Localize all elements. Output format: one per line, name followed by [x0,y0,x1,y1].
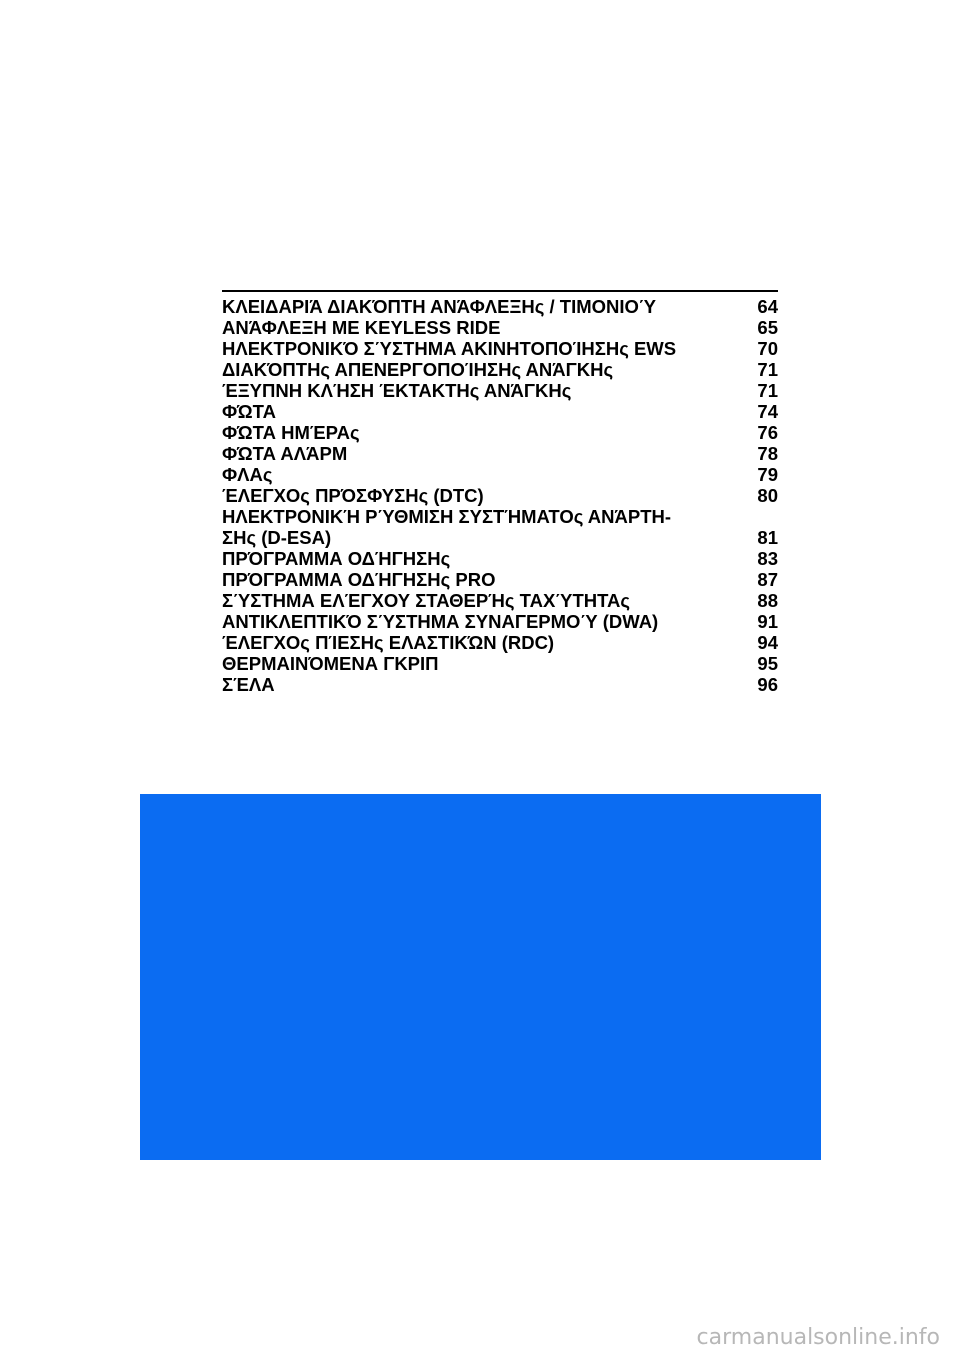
toc-title: ΠΡΌΓΡΑΜΜΑ ΟΔΉΓΗΣΗς PRO [222,569,496,590]
toc-page: 71 [757,359,778,380]
toc-page: 74 [757,401,778,422]
toc-row[interactable] [222,380,778,401]
toc-row[interactable] [222,485,778,506]
toc-title: ΠΡΌΓΡΑΜΜΑ ΟΔΉΓΗΣΗς [222,548,451,569]
toc-page: 83 [757,548,778,569]
toc-title: ΗΛΕΚΤΡΟΝΙΚΉ ΡΎΘΜΙΣΗ ΣΥΣΤΉΜΑΤΟς ΑΝΆΡΤΗ- [222,506,672,527]
toc-row[interactable] [222,632,778,653]
toc-title: ΦΛΑς [222,464,273,485]
toc-row[interactable] [222,422,778,443]
toc-page: 71 [757,380,778,401]
toc-page: 94 [757,632,778,653]
toc-row[interactable] [222,527,778,548]
toc-row[interactable] [222,506,778,527]
toc-title: ΈΛΕΓΧΟς ΠΡΌΣΦΥΣΗς (DTC) [222,485,484,506]
toc-title: ΦΏΤΑ ΗΜΈΡΑς [222,422,360,443]
table-of-contents [222,290,778,695]
toc-title: ΦΏΤΑ ΑΛΆΡΜ [222,443,348,464]
watermark: carmanualsonline.info [696,1325,940,1350]
blue-panel [140,794,821,1160]
toc-row[interactable] [222,443,778,464]
toc-title: ΣΗς (D-ESA) [222,527,332,548]
toc-page: 76 [757,422,778,443]
toc-page: 95 [757,653,778,674]
toc-title: ΦΏΤΑ [222,401,276,422]
toc-title: ΈΛΕΓΧΟς ΠΊΕΣΗς ΕΛΑΣΤΙΚΏΝ (RDC) [222,632,555,653]
toc-page: 96 [757,674,778,695]
toc-page: 79 [757,464,778,485]
toc-page: 65 [757,317,778,338]
toc-row[interactable] [222,317,778,338]
toc-title: ΔΙΑΚΌΠΤΗς ΑΠΕΝΕΡΓΟΠΟΊΗΣΗς ΑΝΆΓΚΗς [222,359,614,380]
toc-row[interactable] [222,590,778,611]
toc-title: ΑΝΆΦΛΕΞΗ ΜΕ KEYLESS RIDE [222,317,501,338]
toc-page: 91 [757,611,778,632]
toc-row[interactable] [222,611,778,632]
toc-title: ΣΈΛΑ [222,674,275,695]
toc-title: ΈΞΥΠΝΗ ΚΛΉΣΗ ΈΚΤΑΚΤΗς ΑΝΆΓΚΗς [222,380,572,401]
toc-row[interactable] [222,548,778,569]
toc-row[interactable] [222,296,778,317]
toc-row[interactable] [222,401,778,422]
toc-row[interactable] [222,338,778,359]
toc-row[interactable] [222,653,778,674]
toc-page: 64 [757,296,778,317]
toc-page: 80 [757,485,778,506]
toc-title: ΣΎΣΤΗΜΑ ΕΛΈΓΧΟΥ ΣΤΑΘΕΡΉς ΤΑΧΎΤΗΤΑς [222,590,631,611]
toc-row[interactable] [222,674,778,695]
toc-title: ΚΛΕΙΔΑΡΙΆ ΔΙΑΚΌΠΤΗ ΑΝΆΦΛΕΞΗς / ΤΙΜΟΝΙΟΎ [222,296,657,317]
toc-row[interactable] [222,359,778,380]
toc-page: 87 [757,569,778,590]
toc-row[interactable] [222,464,778,485]
toc-page: 70 [757,338,778,359]
toc-row[interactable] [222,569,778,590]
toc-page: 81 [757,527,778,548]
toc-page: 88 [757,590,778,611]
toc-title: ΗΛΕΚΤΡΟΝΙΚΌ ΣΎΣΤΗΜΑ ΑΚΙΝΗΤΟΠΟΊΗΣΗς EWS [222,338,677,359]
toc-title: ΑΝΤΙΚΛΕΠΤΙΚΌ ΣΎΣΤΗΜΑ ΣΥΝΑΓΕΡΜΟΎ (DWA) [222,611,659,632]
toc-page: 78 [757,443,778,464]
toc-title: ΘΕΡΜΑΙΝΌΜΕΝΑ ΓΚΡΙΠ [222,653,439,674]
